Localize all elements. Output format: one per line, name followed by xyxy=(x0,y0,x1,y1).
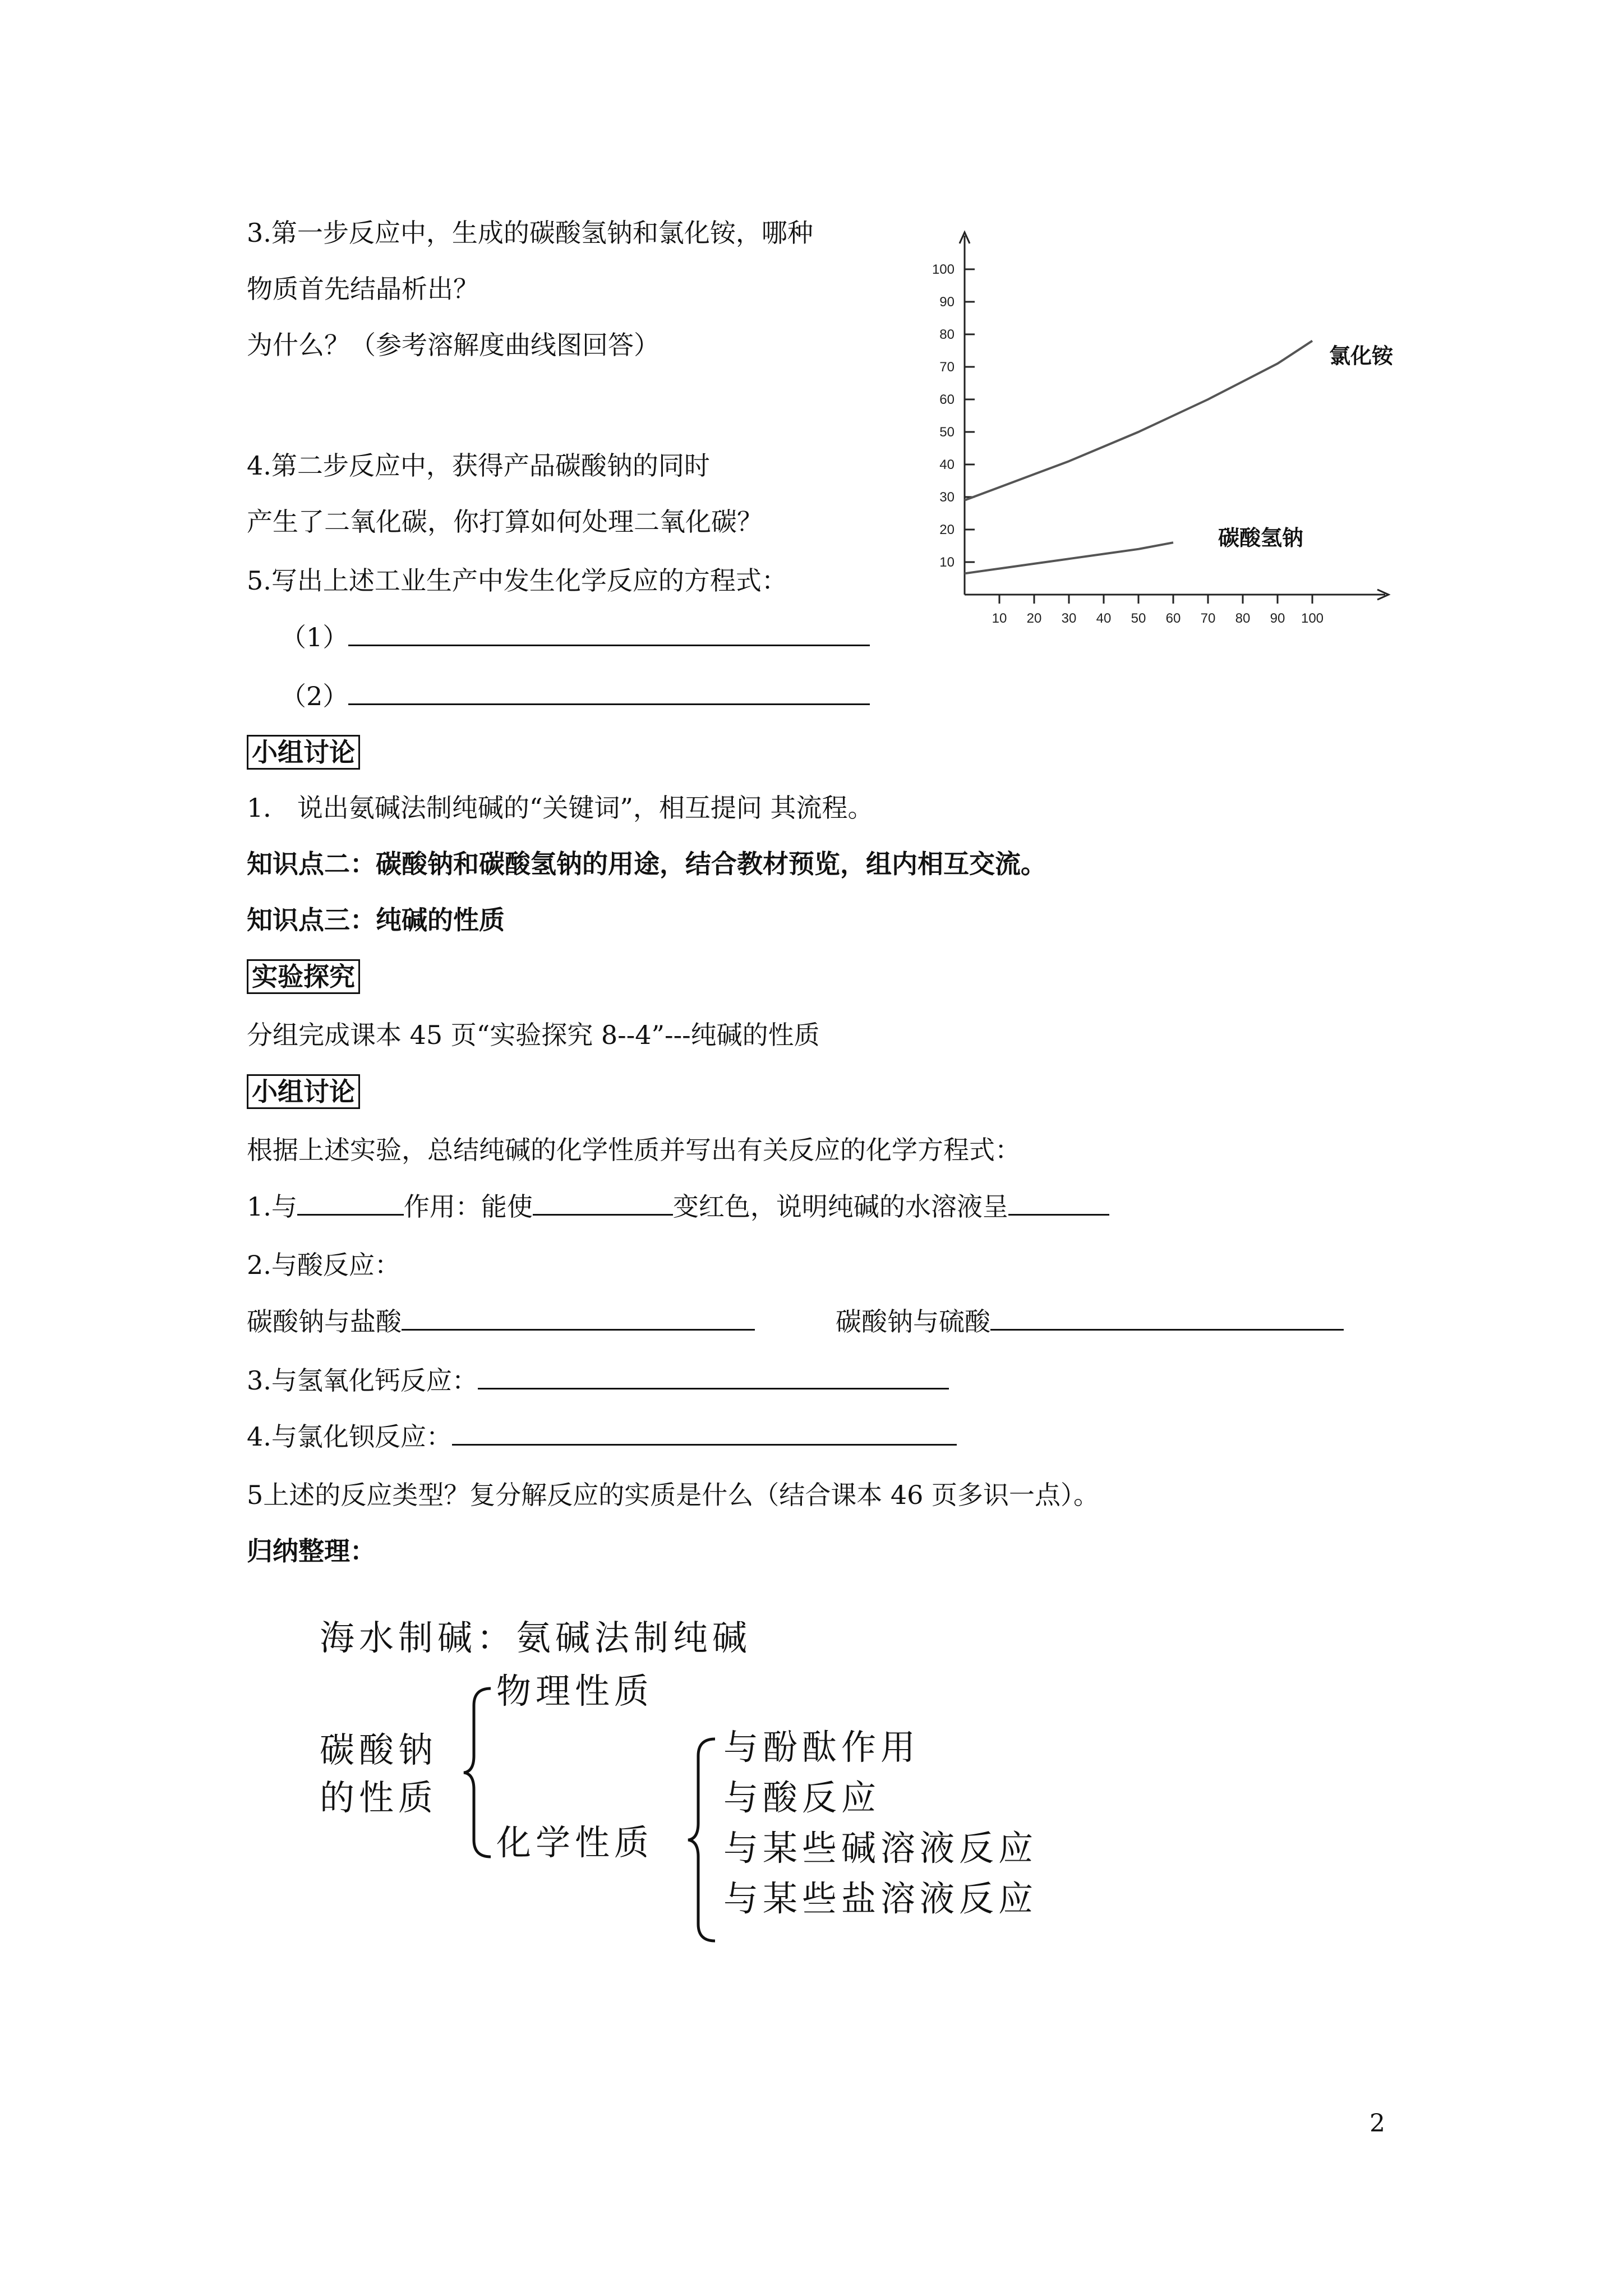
property-2-hcl xyxy=(247,1304,755,1338)
left-brace-icon xyxy=(463,1683,496,1862)
x-tick-label: 100 xyxy=(1301,611,1324,626)
summary-chem-4: 与某些盐溶液反应 xyxy=(723,1878,1038,1919)
series-label: 碳酸氢钠 xyxy=(1218,527,1304,551)
y-tick-label: 30 xyxy=(939,490,955,505)
x-tick-label: 40 xyxy=(1096,611,1112,626)
property-5: 5上述的反应类型？复分解反应的实质是什么（结合课本 46 页多识一点）。 xyxy=(247,1480,1100,1510)
y-tick-label: 70 xyxy=(939,360,955,375)
property-2: 2.与酸反应： xyxy=(247,1250,400,1280)
right-brace-icon xyxy=(687,1733,721,1947)
caoh2-equation-blank[interactable] xyxy=(478,1363,949,1389)
q5-item2-blank[interactable] xyxy=(348,679,870,705)
series-line xyxy=(965,542,1173,573)
ph-blank[interactable] xyxy=(1008,1189,1109,1216)
property-1 xyxy=(247,1189,1109,1223)
hcl-label: 碳酸钠与盐酸 xyxy=(247,1306,402,1337)
h2so4-equation-blank[interactable] xyxy=(990,1304,1344,1331)
x-tick-label: 30 xyxy=(1061,611,1077,626)
y-tick-label: 40 xyxy=(939,457,955,472)
q3-line2: 物质首先结晶析出？ xyxy=(247,274,479,304)
q3-line3: 为什么？（参考溶解度曲线图回答） xyxy=(247,330,660,360)
experiment-header xyxy=(247,959,360,994)
summary-physical: 物理性质 xyxy=(496,1671,654,1711)
color-change-blank[interactable] xyxy=(533,1189,673,1216)
q5-item2 xyxy=(280,679,870,713)
summary-heading: 海水制碱：氨碱法制纯碱 xyxy=(320,1617,752,1658)
page-number: 2 xyxy=(1370,2109,1385,2138)
y-tick-label: 90 xyxy=(939,295,955,310)
x-tick-label: 10 xyxy=(992,611,1007,626)
y-tick-label: 10 xyxy=(939,555,955,570)
summary-chemical: 化学性质 xyxy=(496,1822,654,1863)
summary-chem-3: 与某些碱溶液反应 xyxy=(723,1828,1038,1869)
summary-subject-2: 的性质 xyxy=(320,1777,438,1818)
q4-line1: 4.第二步反应中，获得产品碳酸钠的同时 xyxy=(247,450,710,481)
y-tick-label: 100 xyxy=(932,262,955,277)
series-label: 氯化铵 xyxy=(1329,344,1394,369)
group2-intro: 根据上述实验，总结纯碱的化学性质并写出有关反应的化学方程式： xyxy=(247,1135,1021,1165)
property-4-label: 4.与氯化钡反应： xyxy=(247,1421,452,1452)
x-tick-label: 60 xyxy=(1165,611,1181,626)
summary-chem-1: 与酚酞作用 xyxy=(723,1727,920,1768)
group1-label: 小组讨论 xyxy=(247,735,360,770)
property-3 xyxy=(247,1363,949,1397)
property-1-c: 变红色，说明纯碱的水溶液呈 xyxy=(672,1191,1008,1222)
q5-item1-blank[interactable] xyxy=(348,620,870,646)
y-tick-label: 20 xyxy=(939,522,955,537)
q5-item1-label: （1） xyxy=(280,622,349,652)
x-tick-label: 70 xyxy=(1200,611,1216,626)
hcl-equation-blank[interactable] xyxy=(402,1304,755,1331)
x-tick-label: 50 xyxy=(1131,611,1146,626)
group2-label: 小组讨论 xyxy=(247,1074,360,1109)
q5-line1: 5.写出上述工业生产中发生化学反应的方程式： xyxy=(247,565,787,596)
property-1-b: 作用：能使 xyxy=(403,1191,533,1222)
knowledge-point-3: 知识点三：纯碱的性质 xyxy=(247,905,505,935)
chart-ticks xyxy=(932,262,1324,626)
indicator-blank[interactable] xyxy=(297,1189,404,1216)
x-tick-label: 20 xyxy=(1026,611,1042,626)
q4-line2: 产生了二氧化碳，你打算如何处理二氧化碳？ xyxy=(247,507,763,537)
summary-diagram xyxy=(314,1616,1155,1952)
knowledge-point-2: 知识点二：碳酸钠和碳酸氢钠的用途，结合教材预览，组内相互交流。 xyxy=(247,849,1046,879)
q5-item2-label: （2） xyxy=(280,681,349,711)
property-3-label: 3.与氢氧化钙反应： xyxy=(247,1365,478,1396)
h2so4-label: 碳酸钠与硫酸 xyxy=(836,1306,990,1337)
series-line xyxy=(965,341,1312,500)
x-tick-label: 90 xyxy=(1270,611,1285,626)
y-tick-label: 80 xyxy=(939,327,955,342)
y-tick-label: 50 xyxy=(939,425,955,440)
group1-header xyxy=(247,735,360,770)
x-tick-label: 80 xyxy=(1235,611,1251,626)
property-4 xyxy=(247,1419,957,1453)
experiment-label: 实验探究 xyxy=(247,959,360,994)
chart-labels xyxy=(1218,345,1394,551)
group1-item1: 1． 说出氨碱法制纯碱的“关键词”，相互提问 其流程。 xyxy=(247,793,874,823)
property-1-a: 1.与 xyxy=(247,1191,297,1222)
summary-subject-1: 碳酸钠 xyxy=(320,1729,438,1770)
group2-header xyxy=(247,1074,360,1109)
experiment-text: 分组完成课本 45 页“实验探究 8--4”---纯碱的性质 xyxy=(247,1020,820,1050)
q3-line1: 3.第一步反应中，生成的碳酸氢钠和氯化铵，哪种 xyxy=(247,218,813,248)
q5-item1 xyxy=(280,620,870,654)
summary-chem-2: 与酸反应 xyxy=(723,1777,881,1818)
bacl2-equation-blank[interactable] xyxy=(452,1419,957,1446)
property-2-h2so4 xyxy=(836,1304,1344,1338)
summary-title: 归纳整理： xyxy=(247,1536,376,1566)
y-tick-label: 60 xyxy=(939,392,955,407)
solubility-chart xyxy=(920,224,1396,651)
